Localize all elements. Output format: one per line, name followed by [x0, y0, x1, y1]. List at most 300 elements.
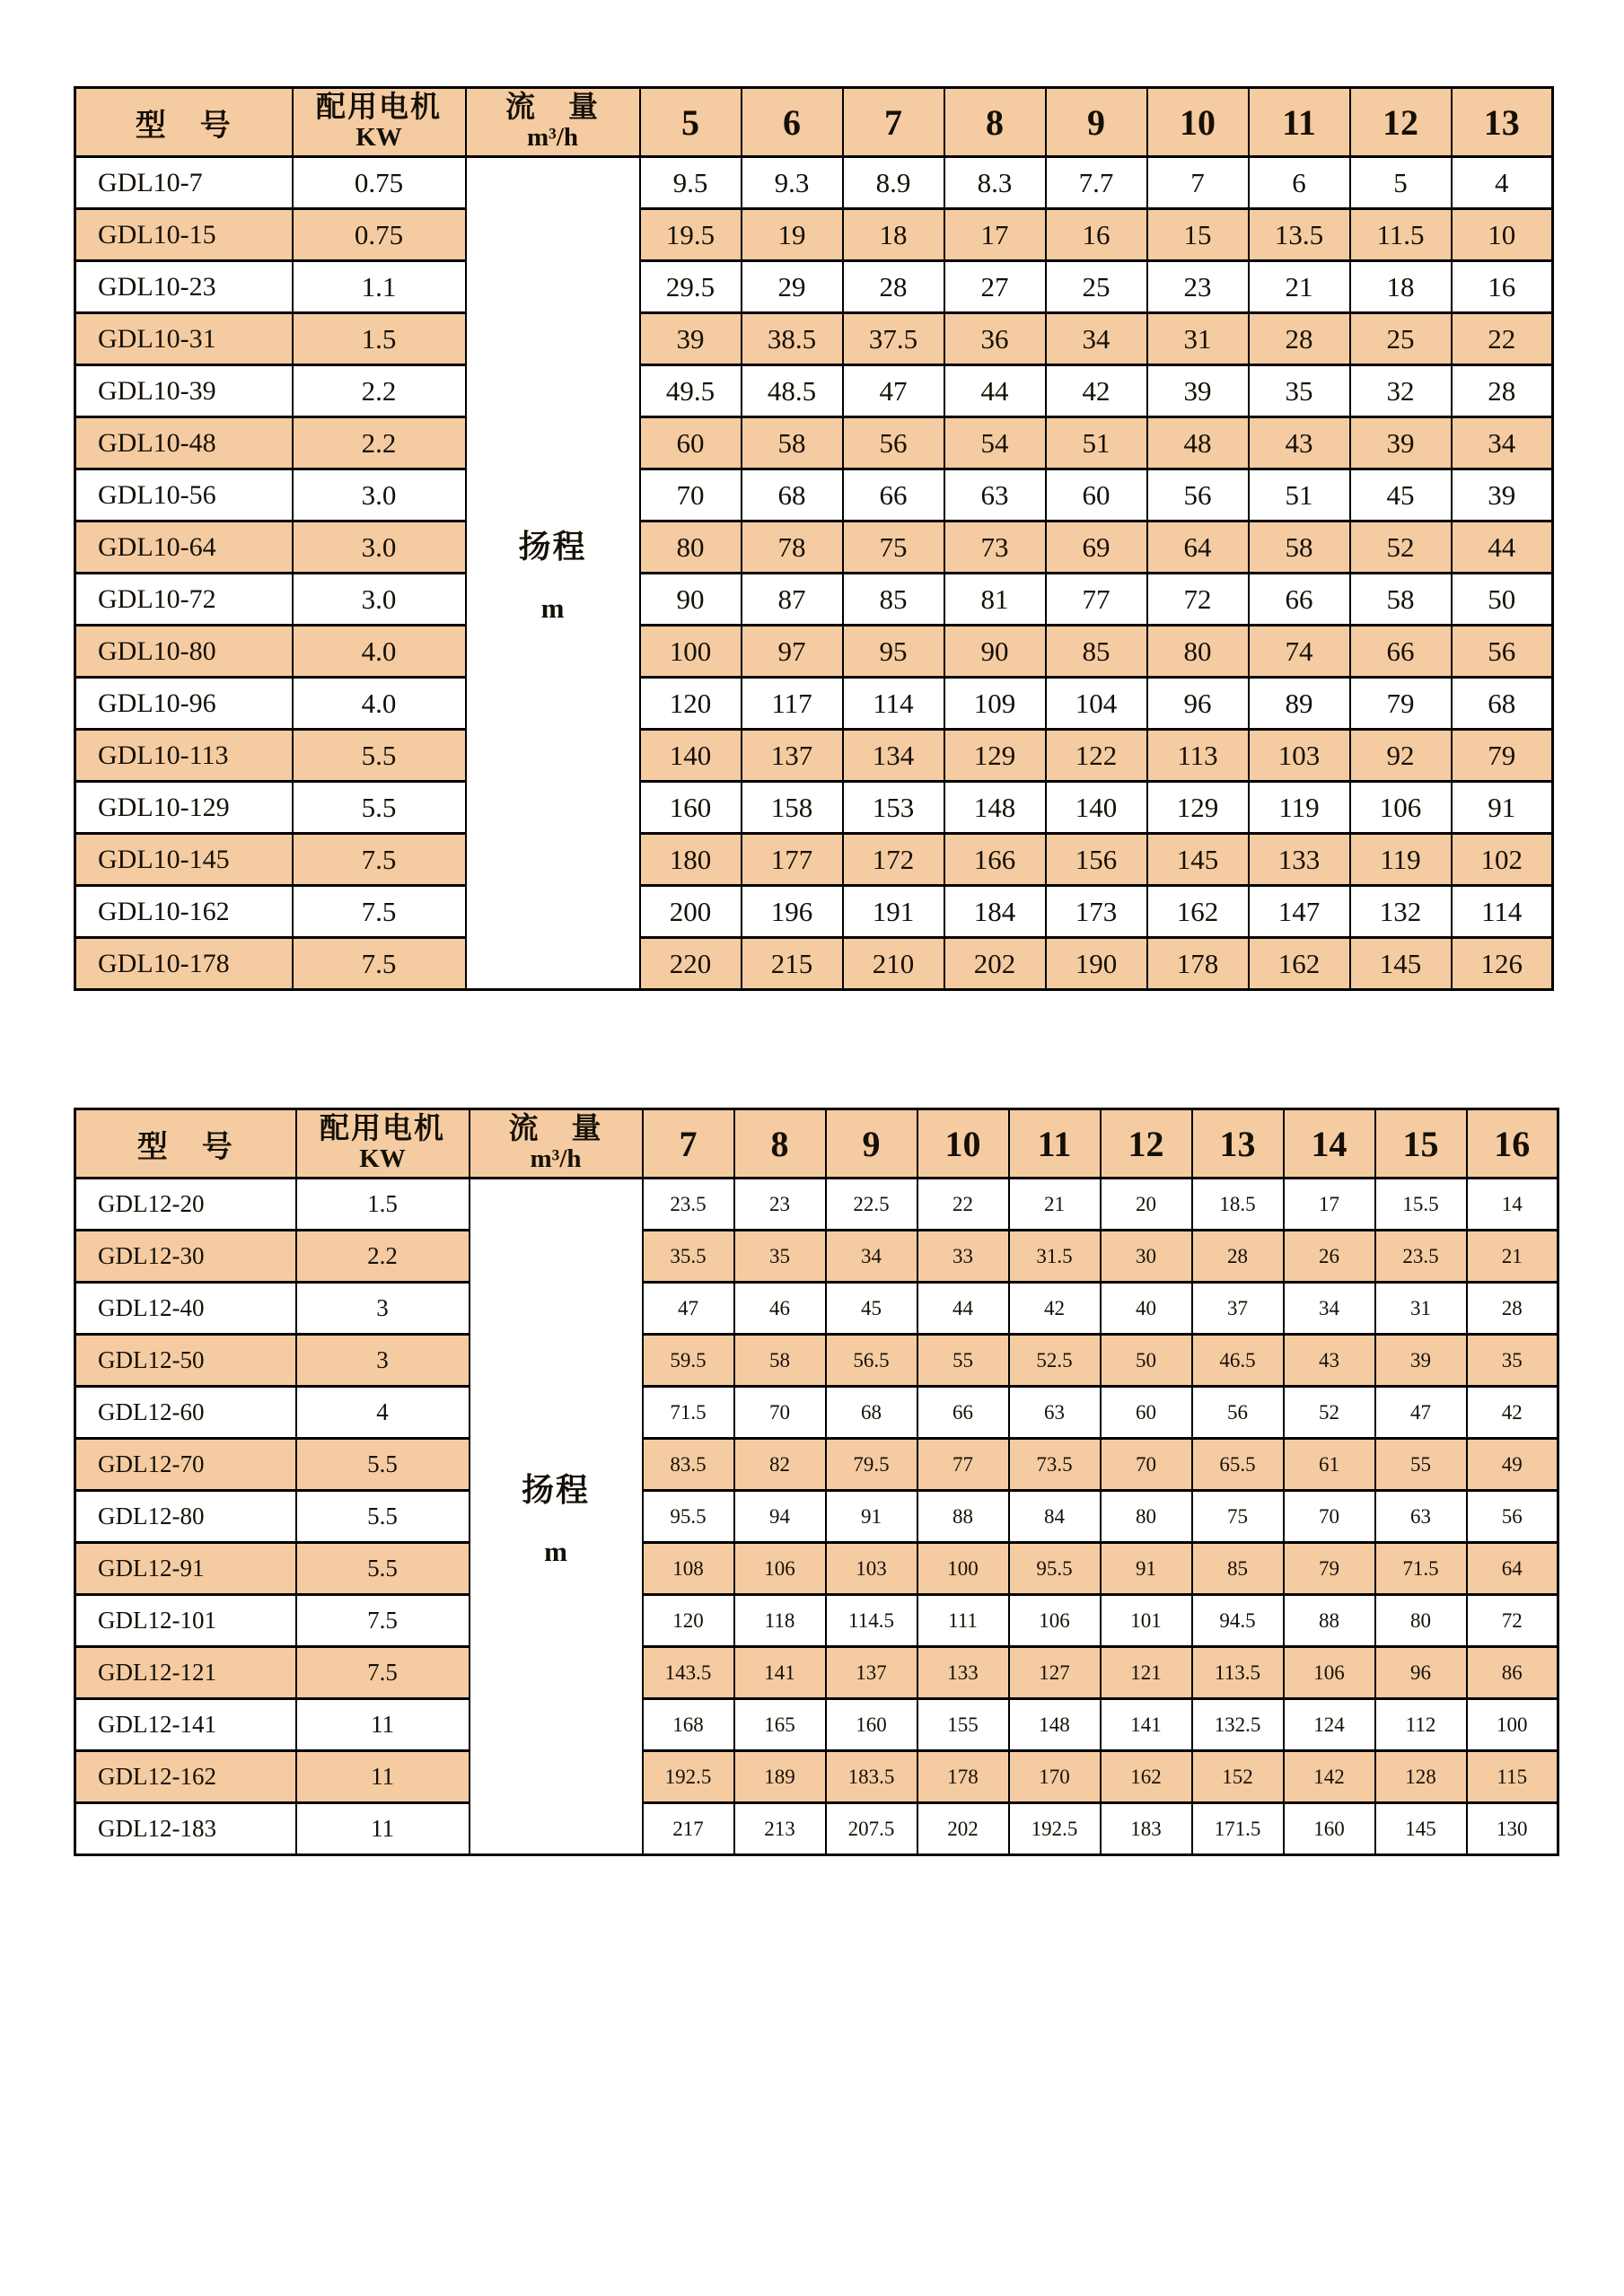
head-value-cell: 79.5	[826, 1439, 917, 1491]
head-value-cell: 44	[1452, 521, 1553, 574]
head-value-cell: 80	[640, 521, 742, 574]
head-value-cell: 31	[1375, 1283, 1467, 1335]
head-value-cell: 183	[1101, 1803, 1192, 1855]
head-value-cell: 85	[843, 574, 944, 626]
flow-rate-value-header: 14	[1284, 1109, 1375, 1179]
motor-power-cell: 3	[296, 1335, 470, 1387]
head-value-cell: 133	[917, 1647, 1009, 1699]
head-value-cell: 95.5	[1009, 1543, 1101, 1595]
head-value-cell: 11.5	[1350, 209, 1452, 261]
head-value-cell: 210	[843, 938, 944, 990]
head-value-cell: 162	[1249, 938, 1350, 990]
head-value-cell: 34	[1284, 1283, 1375, 1335]
head-value-cell: 58	[734, 1335, 826, 1387]
head-value-cell: 35.5	[643, 1231, 734, 1283]
head-value-cell: 102	[1452, 834, 1553, 886]
head-value-cell: 25	[1046, 261, 1147, 313]
head-value-cell: 44	[917, 1283, 1009, 1335]
head-value-cell: 96	[1147, 678, 1249, 730]
head-value-cell: 58	[1350, 574, 1452, 626]
pump-model-cell: GDL10-96	[75, 678, 293, 730]
motor-power-cell: 3	[296, 1283, 470, 1335]
head-value-cell: 141	[1101, 1699, 1192, 1751]
flow-rate-unit-label: m³/h	[530, 1144, 582, 1174]
head-value-cell: 68	[826, 1387, 917, 1439]
head-value-cell: 66	[1249, 574, 1350, 626]
head-value-cell: 183.5	[826, 1751, 917, 1803]
head-value-cell: 71.5	[643, 1387, 734, 1439]
head-value-cell: 47	[1375, 1387, 1467, 1439]
table-row	[75, 1699, 1558, 1751]
head-value-cell: 63	[1009, 1387, 1101, 1439]
head-value-cell: 145	[1147, 834, 1249, 886]
head-value-cell: 7.7	[1046, 157, 1147, 209]
flow-rate-header-label: 流 量	[505, 91, 600, 124]
head-value-cell: 36	[944, 313, 1046, 365]
head-label-merged-cell	[466, 157, 640, 990]
head-value-cell: 196	[742, 886, 843, 938]
motor-power-cell: 7.5	[293, 834, 466, 886]
head-value-cell: 115	[1467, 1751, 1558, 1803]
head-value-cell: 50	[1452, 574, 1553, 626]
head-value-cell: 192.5	[643, 1751, 734, 1803]
head-value-cell: 117	[742, 678, 843, 730]
head-value-cell: 96	[1375, 1647, 1467, 1699]
head-value-cell: 100	[1467, 1699, 1558, 1751]
flow-rate-unit-label: m³/h	[526, 123, 579, 153]
motor-power-cell: 11	[296, 1699, 470, 1751]
flow-rate-value-header: 13	[1192, 1109, 1284, 1179]
head-value-cell: 42	[1467, 1387, 1558, 1439]
head-value-cell: 120	[643, 1595, 734, 1647]
flow-rate-value-header: 15	[1375, 1109, 1467, 1179]
head-value-cell: 80	[1375, 1595, 1467, 1647]
header-row	[75, 1109, 1558, 1179]
head-value-cell: 86	[1467, 1647, 1558, 1699]
table-row	[75, 365, 1553, 417]
pump-model-cell: GDL12-121	[75, 1647, 296, 1699]
head-value-cell: 70	[640, 469, 742, 521]
motor-power-cell: 1.5	[296, 1179, 470, 1231]
head-value-cell: 73.5	[1009, 1439, 1101, 1491]
head-value-cell: 52.5	[1009, 1335, 1101, 1387]
head-value-cell: 160	[1284, 1803, 1375, 1855]
pump-model-cell: GDL12-40	[75, 1283, 296, 1335]
motor-power-cell: 2.2	[296, 1231, 470, 1283]
table-row	[75, 834, 1553, 886]
head-value-cell: 56	[843, 417, 944, 469]
pump-spec-table-gdl12	[74, 1108, 1559, 1856]
table-row	[75, 1491, 1558, 1543]
motor-power-cell: 3.0	[293, 469, 466, 521]
table-row	[75, 313, 1553, 365]
table-row	[75, 1543, 1558, 1595]
pump-model-cell: GDL10-15	[75, 209, 293, 261]
head-value-cell: 70	[1284, 1491, 1375, 1543]
head-value-cell: 46.5	[1192, 1335, 1284, 1387]
motor-power-unit-label: KW	[356, 123, 402, 153]
flow-rate-value-header: 11	[1009, 1109, 1101, 1179]
head-value-cell: 46	[734, 1283, 826, 1335]
head-label: 扬程	[518, 529, 587, 565]
head-value-cell: 34	[1046, 313, 1147, 365]
head-value-cell: 94	[734, 1491, 826, 1543]
head-value-cell: 140	[640, 730, 742, 782]
head-value-cell: 90	[944, 626, 1046, 678]
head-value-cell: 166	[944, 834, 1046, 886]
pump-model-cell: GDL12-162	[75, 1751, 296, 1803]
head-value-cell: 21	[1009, 1179, 1101, 1231]
head-value-cell: 66	[1350, 626, 1452, 678]
head-value-cell: 165	[734, 1699, 826, 1751]
head-value-cell: 162	[1101, 1751, 1192, 1803]
head-value-cell: 10	[1452, 209, 1553, 261]
head-value-cell: 158	[742, 782, 843, 834]
model-header-cell: 型 号	[75, 88, 293, 157]
head-value-cell: 23.5	[643, 1179, 734, 1231]
motor-power-cell: 7.5	[296, 1647, 470, 1699]
flow-rate-value-header: 11	[1249, 88, 1350, 157]
head-value-cell: 170	[1009, 1751, 1101, 1803]
head-value-cell: 155	[917, 1699, 1009, 1751]
head-value-cell: 34	[826, 1231, 917, 1283]
head-value-cell: 52	[1350, 521, 1452, 574]
head-value-cell: 142	[1284, 1751, 1375, 1803]
head-unit-label: m	[540, 592, 565, 624]
head-value-cell: 29	[742, 261, 843, 313]
head-value-cell: 168	[643, 1699, 734, 1751]
head-value-cell: 60	[1101, 1387, 1192, 1439]
pump-model-cell: GDL10-113	[75, 730, 293, 782]
head-value-cell: 160	[826, 1699, 917, 1751]
head-value-cell: 51	[1046, 417, 1147, 469]
head-value-cell: 114.5	[826, 1595, 917, 1647]
head-value-cell: 160	[640, 782, 742, 834]
head-value-cell: 92	[1350, 730, 1452, 782]
head-value-cell: 31.5	[1009, 1231, 1101, 1283]
flow-rate-header-cell	[470, 1109, 643, 1179]
pump-model-cell: GDL10-145	[75, 834, 293, 886]
head-value-cell: 42	[1046, 365, 1147, 417]
head-value-cell: 44	[944, 365, 1046, 417]
head-value-cell: 39	[1147, 365, 1249, 417]
head-value-cell: 78	[742, 521, 843, 574]
head-value-cell: 120	[640, 678, 742, 730]
flow-rate-value-header: 7	[643, 1109, 734, 1179]
head-value-cell: 29.5	[640, 261, 742, 313]
flow-rate-value-header: 9	[826, 1109, 917, 1179]
head-value-cell: 103	[826, 1543, 917, 1595]
head-value-cell: 119	[1249, 782, 1350, 834]
motor-power-cell: 0.75	[293, 157, 466, 209]
head-value-cell: 56	[1192, 1387, 1284, 1439]
head-value-cell: 18	[1350, 261, 1452, 313]
head-value-cell: 162	[1147, 886, 1249, 938]
head-value-cell: 28	[1452, 365, 1553, 417]
motor-power-cell: 2.2	[293, 365, 466, 417]
head-value-cell: 77	[917, 1439, 1009, 1491]
head-value-cell: 63	[944, 469, 1046, 521]
head-value-cell: 23.5	[1375, 1231, 1467, 1283]
head-value-cell: 27	[944, 261, 1046, 313]
head-value-cell: 15	[1147, 209, 1249, 261]
head-value-cell: 48.5	[742, 365, 843, 417]
table-row	[75, 1647, 1558, 1699]
head-value-cell: 42	[1009, 1283, 1101, 1335]
head-value-cell: 39	[1350, 417, 1452, 469]
table-row	[75, 626, 1553, 678]
head-value-cell: 35	[734, 1231, 826, 1283]
head-value-cell: 97	[742, 626, 843, 678]
head-value-cell: 17	[1284, 1179, 1375, 1231]
head-value-cell: 109	[944, 678, 1046, 730]
head-value-cell: 184	[944, 886, 1046, 938]
head-value-cell: 145	[1350, 938, 1452, 990]
head-value-cell: 128	[1375, 1751, 1467, 1803]
head-value-cell: 63	[1375, 1491, 1467, 1543]
head-value-cell: 68	[742, 469, 843, 521]
head-value-cell: 79	[1452, 730, 1553, 782]
head-value-cell: 143.5	[643, 1647, 734, 1699]
head-value-cell: 66	[917, 1387, 1009, 1439]
head-value-cell: 43	[1249, 417, 1350, 469]
motor-power-header-cell	[293, 88, 466, 157]
head-value-cell: 129	[1147, 782, 1249, 834]
head-value-cell: 66	[843, 469, 944, 521]
head-value-cell: 54	[944, 417, 1046, 469]
flow-rate-value-header: 7	[843, 88, 944, 157]
head-value-cell: 215	[742, 938, 843, 990]
head-value-cell: 70	[1101, 1439, 1192, 1491]
head-value-cell: 152	[1192, 1751, 1284, 1803]
head-value-cell: 220	[640, 938, 742, 990]
pump-model-cell: GDL10-48	[75, 417, 293, 469]
head-label-merged-cell	[470, 1179, 643, 1855]
table-row	[75, 574, 1553, 626]
head-value-cell: 192.5	[1009, 1803, 1101, 1855]
table-row	[75, 1751, 1558, 1803]
head-value-cell: 207.5	[826, 1803, 917, 1855]
head-value-cell: 22	[1452, 313, 1553, 365]
head-value-cell: 17	[944, 209, 1046, 261]
head-value-cell: 85	[1046, 626, 1147, 678]
flow-rate-value-header: 6	[742, 88, 843, 157]
head-value-cell: 75	[1192, 1491, 1284, 1543]
motor-power-cell: 2.2	[293, 417, 466, 469]
head-value-cell: 59.5	[643, 1335, 734, 1387]
head-value-cell: 178	[1147, 938, 1249, 990]
model-header-cell: 型 号	[75, 1109, 296, 1179]
head-value-cell: 74	[1249, 626, 1350, 678]
flow-rate-value-header: 8	[734, 1109, 826, 1179]
head-value-cell: 28	[1249, 313, 1350, 365]
head-value-cell: 9.5	[640, 157, 742, 209]
head-value-cell: 118	[734, 1595, 826, 1647]
head-value-cell: 39	[640, 313, 742, 365]
head-value-cell: 91	[1101, 1543, 1192, 1595]
head-value-cell: 202	[917, 1803, 1009, 1855]
head-value-cell: 100	[917, 1543, 1009, 1595]
head-value-cell: 177	[742, 834, 843, 886]
head-value-cell: 75	[843, 521, 944, 574]
head-value-cell: 77	[1046, 574, 1147, 626]
head-value-cell: 21	[1249, 261, 1350, 313]
head-value-cell: 43	[1284, 1335, 1375, 1387]
motor-power-cell: 11	[296, 1803, 470, 1855]
head-value-cell: 88	[917, 1491, 1009, 1543]
motor-power-header-label: 配用电机	[320, 1112, 445, 1145]
pump-model-cell: GDL12-80	[75, 1491, 296, 1543]
head-value-cell: 106	[1284, 1647, 1375, 1699]
head-value-cell: 130	[1467, 1803, 1558, 1855]
head-value-cell: 145	[1375, 1803, 1467, 1855]
head-value-cell: 9.3	[742, 157, 843, 209]
flow-rate-value-header: 12	[1101, 1109, 1192, 1179]
flow-rate-header-label: 流 量	[508, 1112, 603, 1145]
motor-power-header-cell	[296, 1109, 470, 1179]
head-value-cell: 104	[1046, 678, 1147, 730]
pump-model-cell: GDL12-60	[75, 1387, 296, 1439]
head-value-cell: 32	[1350, 365, 1452, 417]
head-value-cell: 148	[944, 782, 1046, 834]
head-value-cell: 23	[734, 1179, 826, 1231]
head-value-cell: 64	[1147, 521, 1249, 574]
head-value-cell: 13.5	[1249, 209, 1350, 261]
flow-rate-header-cell	[466, 88, 640, 157]
head-value-cell: 18.5	[1192, 1179, 1284, 1231]
head-value-cell: 25	[1350, 313, 1452, 365]
head-value-cell: 71.5	[1375, 1543, 1467, 1595]
head-value-cell: 30	[1101, 1231, 1192, 1283]
head-value-cell: 51	[1249, 469, 1350, 521]
pump-model-cell: GDL10-39	[75, 365, 293, 417]
motor-power-cell: 5.5	[296, 1439, 470, 1491]
pump-model-cell: GDL10-80	[75, 626, 293, 678]
head-value-cell: 114	[1452, 886, 1553, 938]
table-row	[75, 417, 1553, 469]
head-value-cell: 113	[1147, 730, 1249, 782]
head-value-cell: 34	[1452, 417, 1553, 469]
flow-rate-value-header: 13	[1452, 88, 1553, 157]
head-value-cell: 16	[1046, 209, 1147, 261]
table-row	[75, 1179, 1558, 1231]
motor-power-cell: 3.0	[293, 574, 466, 626]
head-value-cell: 106	[1350, 782, 1452, 834]
pump-model-cell: GDL12-20	[75, 1179, 296, 1231]
motor-power-header-label: 配用电机	[316, 91, 442, 124]
head-value-cell: 171.5	[1192, 1803, 1284, 1855]
head-value-cell: 82	[734, 1439, 826, 1491]
head-value-cell: 55	[917, 1335, 1009, 1387]
table-row	[75, 1803, 1558, 1855]
table-row	[75, 157, 1553, 209]
flow-rate-value-header: 10	[1147, 88, 1249, 157]
head-value-cell: 134	[843, 730, 944, 782]
head-value-cell: 47	[843, 365, 944, 417]
head-value-cell: 129	[944, 730, 1046, 782]
head-value-cell: 173	[1046, 886, 1147, 938]
head-value-cell: 19.5	[640, 209, 742, 261]
head-value-cell: 22	[917, 1179, 1009, 1231]
head-value-cell: 100	[640, 626, 742, 678]
head-value-cell: 37	[1192, 1283, 1284, 1335]
head-value-cell: 79	[1350, 678, 1452, 730]
pump-model-cell: GDL10-23	[75, 261, 293, 313]
head-value-cell: 33	[917, 1231, 1009, 1283]
pump-model-cell: GDL10-56	[75, 469, 293, 521]
motor-power-cell: 4.0	[293, 626, 466, 678]
head-value-cell: 72	[1467, 1595, 1558, 1647]
head-value-cell: 156	[1046, 834, 1147, 886]
pump-model-cell: GDL12-50	[75, 1335, 296, 1387]
table-row	[75, 1231, 1558, 1283]
table-row	[75, 678, 1553, 730]
head-value-cell: 189	[734, 1751, 826, 1803]
pump-model-cell: GDL10-162	[75, 886, 293, 938]
head-value-cell: 106	[734, 1543, 826, 1595]
head-value-cell: 31	[1147, 313, 1249, 365]
head-value-cell: 85	[1192, 1543, 1284, 1595]
head-value-cell: 200	[640, 886, 742, 938]
table-row	[75, 1387, 1558, 1439]
head-value-cell: 132.5	[1192, 1699, 1284, 1751]
head-value-cell: 19	[742, 209, 843, 261]
flow-rate-value-header: 9	[1046, 88, 1147, 157]
head-value-cell: 37.5	[843, 313, 944, 365]
head-value-cell: 191	[843, 886, 944, 938]
head-value-cell: 14	[1467, 1179, 1558, 1231]
table-row	[75, 1283, 1558, 1335]
head-value-cell: 8.3	[944, 157, 1046, 209]
flow-rate-value-header: 10	[917, 1109, 1009, 1179]
head-value-cell: 45	[1350, 469, 1452, 521]
head-value-cell: 141	[734, 1647, 826, 1699]
head-value-cell: 65.5	[1192, 1439, 1284, 1491]
head-value-cell: 4	[1452, 157, 1553, 209]
table-row	[75, 469, 1553, 521]
head-value-cell: 172	[843, 834, 944, 886]
head-value-cell: 28	[1192, 1231, 1284, 1283]
head-value-cell: 81	[944, 574, 1046, 626]
head-value-cell: 47	[643, 1283, 734, 1335]
head-value-cell: 28	[1467, 1283, 1558, 1335]
head-value-cell: 39	[1375, 1335, 1467, 1387]
head-value-cell: 83.5	[643, 1439, 734, 1491]
head-value-cell: 56	[1147, 469, 1249, 521]
motor-power-cell: 7.5	[296, 1595, 470, 1647]
motor-power-cell: 4.0	[293, 678, 466, 730]
head-value-cell: 56	[1467, 1491, 1558, 1543]
head-value-cell: 111	[917, 1595, 1009, 1647]
head-value-cell: 133	[1249, 834, 1350, 886]
head-value-cell: 178	[917, 1751, 1009, 1803]
flow-rate-value-header: 8	[944, 88, 1046, 157]
head-value-cell: 8.9	[843, 157, 944, 209]
head-value-cell: 137	[826, 1647, 917, 1699]
head-value-cell: 132	[1350, 886, 1452, 938]
motor-power-cell: 5.5	[296, 1543, 470, 1595]
head-value-cell: 148	[1009, 1699, 1101, 1751]
head-value-cell: 91	[1452, 782, 1553, 834]
head-value-cell: 140	[1046, 782, 1147, 834]
head-value-cell: 126	[1452, 938, 1553, 990]
pump-model-cell: GDL10-64	[75, 521, 293, 574]
head-value-cell: 23	[1147, 261, 1249, 313]
head-value-cell: 88	[1284, 1595, 1375, 1647]
head-value-cell: 112	[1375, 1699, 1467, 1751]
head-value-cell: 79	[1284, 1543, 1375, 1595]
flow-rate-value-header: 12	[1350, 88, 1452, 157]
